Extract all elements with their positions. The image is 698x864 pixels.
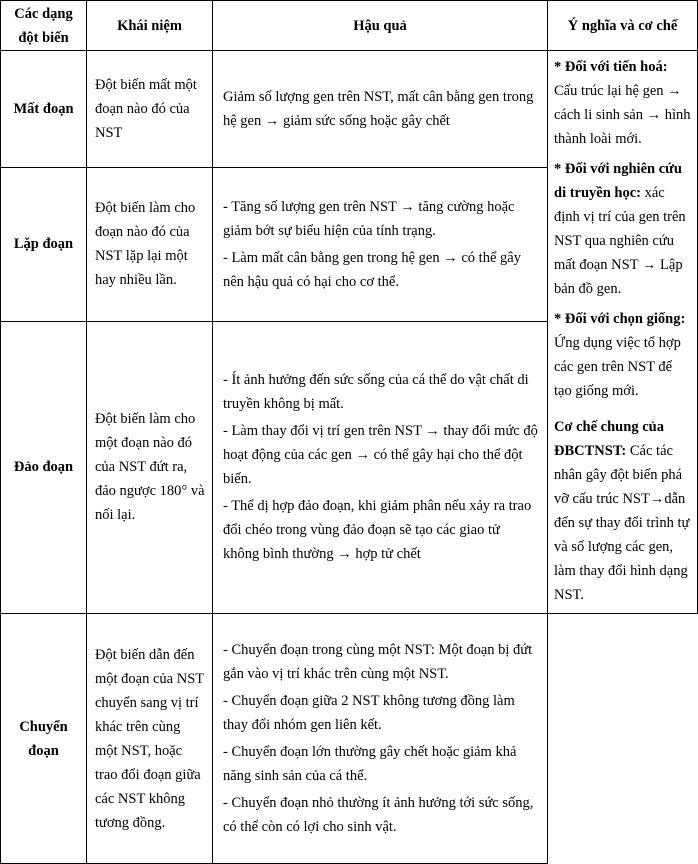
mutation-name: Lặp đoạn — [1, 168, 87, 321]
mutation-effect — [213, 51, 548, 168]
mutation-effect — [213, 614, 548, 864]
effect-item: - Chuyển đoạn trong cùng một NST: Một đoạn bị đứt gắn vào vị trí khác trên cùng một NST. — [223, 642, 533, 682]
header-meaning: Ý nghĩa và cơ chế — [548, 1, 698, 51]
effect-item: - Chuyển đoạn lớn thường gây chết hoặc giảm khả năng sinh sản của cá thể. — [223, 744, 517, 784]
mutation-concept: Đột biến làm cho một đoạn nào đó của NST đứt ra, đảo ngược 180° và nối lại. — [87, 321, 213, 613]
header-concept: Khái niệm — [87, 1, 213, 51]
effect-item: Giảm số lượng gen trên NST, mất cân bằng gen trong hệ gen → giảm sức sống hoặc gây chết — [223, 89, 534, 130]
table-row — [1, 51, 698, 168]
effect-item: - Làm mất cân bằng gen trong hệ gen → có thể gây nên hậu quả có hại cho cơ thể. — [223, 249, 521, 290]
meaning-evolution-label: * Đối với tiến hoá: — [554, 59, 668, 75]
mechanism-label: Cơ chế chung của ĐBCTNST: — [554, 419, 664, 459]
mutation-name: Chuyển đoạn — [1, 614, 87, 864]
effect-item: - Ít ảnh hưởng đến sức sống của cá thể do vật chất di truyền không bị mất. — [223, 372, 529, 413]
effect-item: - Làm thay đổi vị trí gen trên NST → thay đổi mức độ hoạt động của các gen → có thể gây hại cho thể đột biến. — [223, 423, 538, 488]
mutation-name: Đảo đoạn — [1, 321, 87, 613]
meaning-cell — [548, 51, 698, 614]
meaning-genetics — [554, 157, 691, 301]
meaning-genetics-text: xác định vị trí của gen trên NST qua nghiên cứu mất đoạn NST → Lập bản đồ gen. — [554, 185, 686, 297]
mechanism — [554, 415, 691, 607]
mechanism-text: Các tác nhân gây đột biến phá vỡ cấu trúc NST→dẫn đến sự thay đổi trình tự và số lượng các gen, làm thay đổi hình dạng NST. — [554, 443, 690, 603]
mutation-concept: Đột biến làm cho đoạn nào đó của NST lặp lại một hay nhiều lần. — [87, 168, 213, 321]
meaning-breeding-label: * Đối với chọn giống: — [554, 311, 686, 327]
header-row — [1, 1, 698, 51]
effect-item: - Tăng số lượng gen trên NST → tăng cường hoặc giảm bớt sự biểu hiện của tính trạng. — [223, 198, 515, 239]
meaning-breeding-text: Ứng dụng việc tổ hợp các gen trên NST để tạo giống mới. — [554, 335, 681, 399]
effect-item: - Thể dị hợp đảo đoạn, khi giảm phân nếu xảy ra trao đổi chéo trong vùng đảo đoạn sẽ tạo các giao tử không bình thường → hợp tử chết — [223, 498, 532, 563]
mutation-concept: Đột biến dẫn đến một đoạn của NST chuyển sang vị trí khác trên cùng một NST, hoặc trao đổi đoạn giữa các NST không tương đồng. — [87, 614, 213, 864]
mutation-concept: Đột biến mất một đoạn nào đó của NST — [87, 51, 213, 168]
effect-item: - Chuyển đoạn nhỏ thường ít ảnh hưởng tới sức sống, có thể còn có lợi cho sinh vật. — [223, 795, 534, 835]
meaning-genetics-label: * Đối với nghiên cứu di truyền học: — [554, 161, 682, 201]
meaning-breeding — [554, 307, 691, 403]
mutation-name: Mất đoạn — [1, 51, 87, 168]
effect-item: - Chuyển đoạn giữa 2 NST không tương đồng làm thay đổi nhóm gen liên kết. — [223, 693, 515, 733]
mutation-effect — [213, 168, 548, 321]
meaning-evolution — [554, 55, 691, 151]
meaning-evolution-text: Cấu trúc lại hệ gen → cách li sinh sản → hình thành loài mới. — [554, 83, 691, 147]
mutation-effect — [213, 321, 548, 613]
header-type: Các dạng đột biến — [1, 1, 87, 51]
table-row — [1, 614, 698, 864]
header-effect: Hậu quả — [213, 1, 548, 51]
